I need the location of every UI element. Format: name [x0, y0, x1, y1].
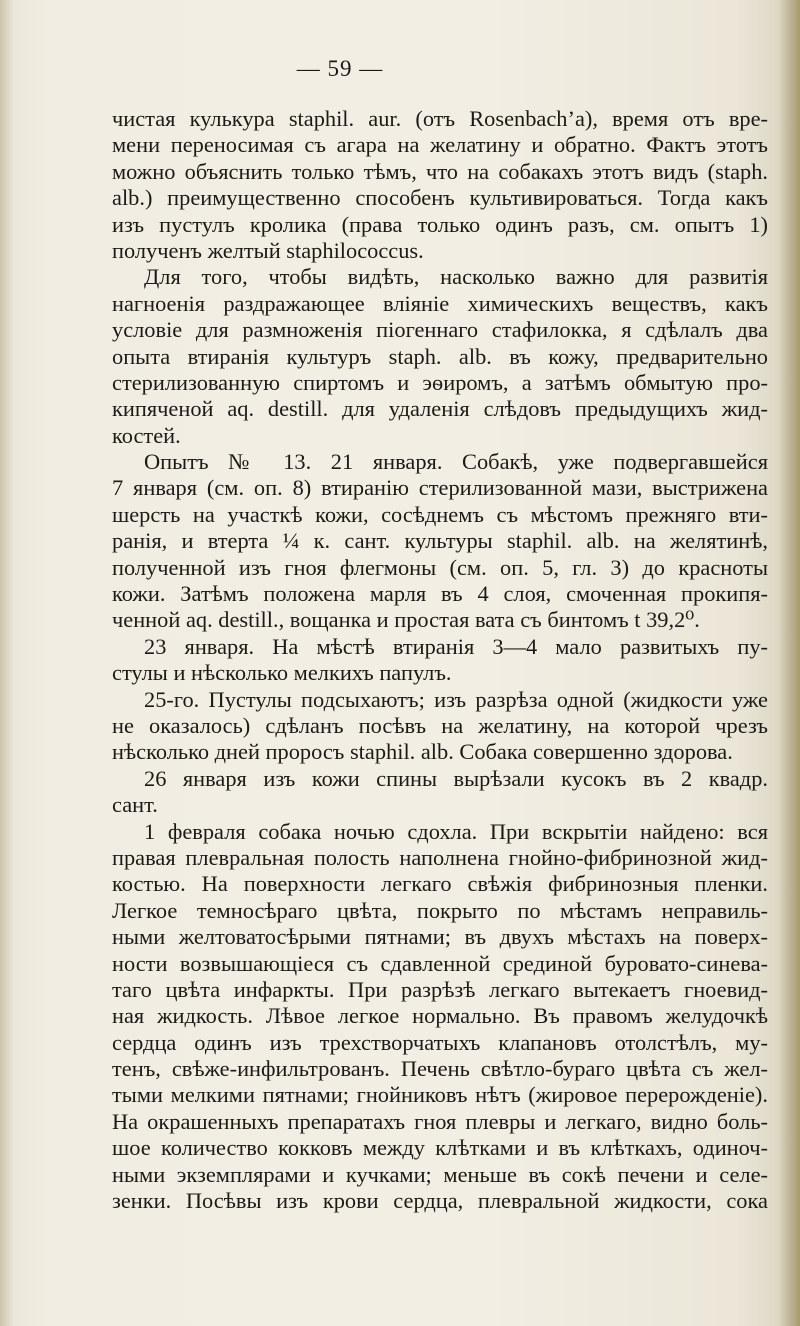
text-line: нагноенія раздражающее вліяніе химическихъ веществъ, какъ — [112, 290, 768, 316]
text-line: условіе для размноженія піогеннаго стафилокка, я сдѣлалъ два — [112, 317, 768, 343]
text-line: ными экземплярами и кучками; меньше въ сокѣ печени и селе- — [112, 1161, 768, 1187]
text-line: ранія, и втерта ¼ к. сант. культуры staphil. alb. на желятинѣ, — [112, 528, 768, 554]
text-line: зенки. Посѣвы изъ крови сердца, плевральной жидкости, сока — [112, 1188, 768, 1214]
text-line: чистая кулькура staphil. aur. (отъ Rosenbach’а), время отъ вре- — [112, 106, 768, 131]
text-line: мени переносимая съ агара на желатину и обратно. Фактъ этотъ — [112, 132, 768, 158]
text-line: 7 января (см. оп. 8) втиранію стерилизованной мази, выстрижена — [112, 475, 768, 501]
text-line: ченной aq. destill., вощанка и простая вата съ бинтомъ t 39,2⁰. — [112, 607, 700, 633]
text-line: можно объяснить только тѣмъ, что на собакахъ этотъ видъ (staph. — [112, 158, 768, 184]
text-line: 25-го. Пустулы подсыхаютъ; изъ разрѣза одной (жидкости уже — [144, 686, 768, 712]
body-text — [112, 106, 768, 1214]
page-right-edge — [778, 0, 800, 1326]
text-line: Опытъ № 13. 21 января. Собакѣ, уже подвергавшейся — [144, 449, 768, 475]
text-line: alb.) преимущественно способенъ культивироваться. Тогда какъ — [112, 185, 768, 211]
text-line: шое количество кокковъ между клѣтками и въ клѣткахъ, одиноч- — [112, 1135, 768, 1161]
text-line: На окрашенныхъ препаратахъ гноя плевры и легкаго, видно боль- — [112, 1108, 768, 1134]
text-line: Для того, чтобы видѣть, насколько важно для развитія — [144, 264, 768, 290]
text-line: полученной изъ гноя флегмоны (см. оп. 5, гл. 3) до красноты — [112, 554, 768, 580]
text-line: костью. На поверхности легкаго свѣжія фибринозныя пленки. — [112, 871, 768, 897]
text-line: опыта втиранія культуръ staph. alb. въ кожу, предварительно — [112, 343, 768, 369]
text-line: стерилизованную спиртомъ и эѳиромъ, а затѣмъ обмытую про- — [112, 369, 768, 395]
text-line: таго цвѣта инфаркты. При разрѣзѣ легкаго вытекаетъ гноевид- — [112, 976, 768, 1002]
text-line: изъ пустулъ кролика (права только одинъ разъ, см. опытъ 1) — [112, 211, 768, 237]
text-line: стулы и нѣсколько мелкихъ папулъ. — [112, 660, 452, 686]
text-line: сант. — [112, 792, 158, 818]
text-line: полученъ желтый staphilococcus. — [112, 237, 424, 263]
text-line: сердца одинъ изъ трехстворчатыхъ клапановъ отолстѣлъ, му- — [112, 1029, 768, 1055]
page-left-edge — [0, 0, 14, 1326]
text-line: шерсть на участкѣ кожи, сосѣднемъ съ мѣстомъ прежняго вти- — [112, 501, 768, 527]
text-line: кожи. Затѣмъ положена марля въ 4 слоя, смоченная прокипя- — [112, 581, 768, 607]
text-line: ности возвышающіеся съ сдавленной срединой буровато-синева- — [112, 950, 768, 976]
page-number: — 59 — — [296, 56, 384, 81]
text-line: ная жидкость. Лѣвое легкое нормально. Въ правомъ желудочкѣ — [112, 1003, 768, 1029]
text-line: не оказалось) сдѣланъ посѣвъ на желатину, на которой чрезъ — [112, 712, 768, 738]
text-line: ными желтоватосѣрыми пятнами; въ двухъ мѣстахъ на поверх- — [112, 924, 768, 950]
text-line: тыми мелкими пятнами; гнойниковъ нѣтъ (жировое перерожденіе). — [112, 1082, 768, 1108]
text-line: правая плевральная полость наполнена гнойно-фибринозной жид- — [112, 844, 768, 870]
text-line: тенъ, свѣже-инфильтрованъ. Печень свѣтло-бураго цвѣта съ жел- — [112, 1056, 768, 1082]
text-line: костей. — [112, 422, 181, 448]
text-line: кипяченой aq. destill. для удаленія слѣдовъ предыдущихъ жид- — [112, 396, 768, 422]
text-line: Легкое темносѣраго цвѣта, покрыто по мѣстамъ неправиль- — [112, 897, 768, 923]
text-line: 26 января изъ кожи спины вырѣзали кусокъ въ 2 квадр. — [144, 765, 768, 791]
text-line: 1 февраля собака ночью сдохла. При вскрытіи найдено: вся — [144, 818, 768, 844]
text-line: 23 января. На мѣстѣ втиранія 3—4 мало развитыхъ пу- — [144, 633, 768, 659]
text-line: нѣсколько дней проросъ staphil. alb. Собака совершенно здорова. — [112, 739, 733, 765]
